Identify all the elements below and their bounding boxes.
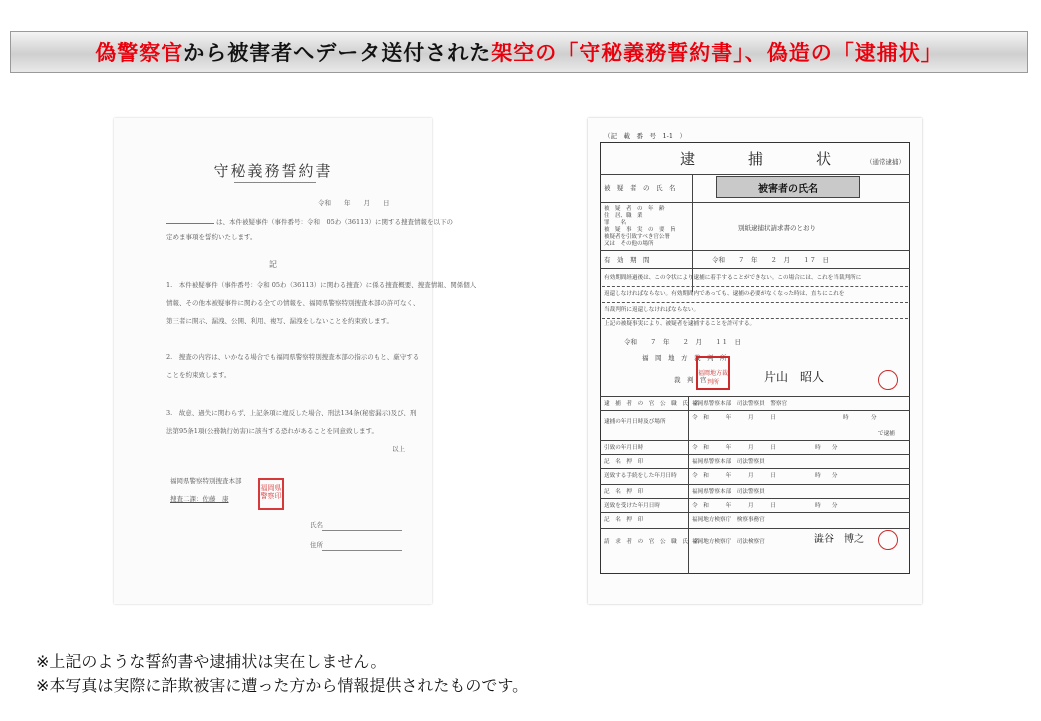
- warrant-line: [600, 484, 910, 485]
- warrant-arrester-label: 逮 捕 者 の 官 公 職 氏 名: [604, 401, 700, 407]
- warrant-dashed-line: [602, 302, 908, 303]
- pledge-ki: 記: [269, 260, 277, 269]
- title-segment-fake-documents: 架空の「守秘義務誓約書」、偽造の「逮捕状」: [491, 41, 943, 65]
- pledge-org: 福岡県警察特別捜査本部: [170, 477, 242, 485]
- warrant-validity-value: 令和 ７ 年 ２ 月 １７ 日: [712, 256, 829, 264]
- warrant-line: [600, 396, 910, 397]
- pledge-address-line: [322, 550, 402, 551]
- warrant-row-age-label: [604, 206, 676, 248]
- warrant-arrester-value: 福岡県警察本部 司法警察員 警察官: [692, 401, 788, 407]
- warrant-custody-value: 令 和 年 月 日 時 分: [692, 473, 838, 479]
- pledge-title-underline: [234, 182, 316, 183]
- warrant-validity-label: 有 効 期 間: [604, 256, 650, 264]
- warrant-sign1-value: 福岡県警察本部 司法警察員: [692, 459, 765, 465]
- warrant-line: [600, 268, 910, 269]
- title-segment-sent-to-victim: から被害者へデータ送付された: [183, 41, 492, 65]
- warrant-row-age-e: 被疑者を引致すべき官公署: [604, 234, 670, 240]
- pledge-item2-line2: ことを約束致します。: [166, 371, 231, 379]
- warrant-requester-value: 福岡地方検察庁 司法検察官: [692, 539, 765, 545]
- warrant-sign1-label: 記 名 押 印: [604, 459, 644, 465]
- warrant-line: [600, 454, 910, 455]
- warrant-dashed-line: [602, 286, 908, 287]
- pledge-ijou: 以上: [392, 445, 405, 453]
- warrant-line: [600, 512, 910, 513]
- notes: [36, 650, 528, 698]
- pledge-item1-line3: 第三者に開示、漏洩、公開、利用、複写、漏洩をしないことを約束致します。: [166, 317, 393, 325]
- pledge-date: 令和 年 月 日: [318, 199, 390, 207]
- warrant-requester-label: 請 求 者 の 官 公 職 氏 名: [604, 539, 700, 545]
- warrant-receipt-label: 送致を受けた年月日時: [604, 503, 660, 509]
- warrant-court: 福 岡 地 方 裁 判 所: [642, 354, 727, 362]
- warrant-line: [600, 468, 910, 469]
- warrant-statement: 上記の被疑事実により、被疑者を逮捕することを許可する。: [604, 321, 756, 327]
- note-line-1: ※上記のような誓約書や逮捕状は実在しません。: [36, 652, 387, 671]
- note-line-2: ※本写真は実際に詐欺被害に遭った方から情報提供されたものです。: [36, 676, 529, 695]
- pledge-name-line: [322, 530, 402, 531]
- warrant-sign2-label: 記 名 押 印: [604, 489, 644, 495]
- warrant-notice-1: 有効期間経過後は、この令状により逮捕に着手することができない。この場合には、これを当裁判所に: [604, 275, 862, 281]
- pledge-name-blank: [166, 223, 214, 224]
- warrant-sign2-value: 福岡県警察本部 司法警察員: [692, 489, 765, 495]
- warrant-line: [600, 410, 910, 411]
- warrant-judge-name: 片山 昭人: [764, 370, 825, 384]
- requester-circle-seal: [878, 530, 898, 550]
- warrant-line: [600, 498, 910, 499]
- warrant-line: [600, 174, 910, 175]
- warrant-document-image: [588, 118, 922, 604]
- warrant-requester-name: 澁谷 博之: [814, 534, 864, 545]
- page-title-bar: [10, 31, 1028, 73]
- warrant-dashed-line: [602, 318, 908, 319]
- warrant-custody-label: 送致する手続をした年月日時: [604, 473, 677, 479]
- warrant-sign3-label: 記 名 押 印: [604, 517, 644, 523]
- warrant-title-note: （通常逮捕）: [866, 158, 905, 166]
- warrant-notice-3: 当裁判所に返還しなければならない。: [604, 307, 700, 313]
- pledge-item3-line2: 法第95条1項(公務執行妨害)に該当する恐れがあることを同意致します。: [166, 427, 378, 435]
- pledge-red-seal: [258, 478, 284, 510]
- title-segment-fake-police: 偽警察官: [95, 41, 184, 65]
- pledge-address-label: 住所: [310, 541, 323, 549]
- warrant-line: [688, 396, 689, 574]
- warrant-row-age-a: 被 疑 者 の 年 齢: [604, 206, 665, 212]
- warrant-arrest-datetime-label: 逮捕の年月日時及び場所: [604, 419, 666, 425]
- judge-circle-seal: [878, 370, 898, 390]
- pledge-seal-text: 福岡県警察印: [260, 484, 282, 500]
- warrant-arrest-datetime-value: 令 和 年 月 日 時 分: [692, 415, 877, 421]
- pledge-name-label: 氏名: [310, 521, 323, 529]
- pledge-document-image: [114, 118, 477, 604]
- warrant-title: 逮 捕 状: [680, 150, 834, 168]
- pledge-item1-line2: 情報、その他本被疑事件に関わる全ての情報を、福岡県警察特別捜査本部の許可なく、: [166, 299, 420, 307]
- warrant-line: [600, 202, 910, 203]
- court-seal-text: 福岡地方裁判所: [698, 370, 729, 386]
- warrant-row-age-c: 罪 名: [604, 220, 627, 226]
- warrant-caption: （記 載 番 号 1-1 ）: [604, 132, 686, 140]
- pledge-intro-line1: [166, 217, 453, 227]
- warrant-row-suspect-label: 被 疑 者 の 氏 名: [604, 184, 676, 192]
- pledge-intro-line2: 定めま事項を誓約いたします。: [166, 233, 257, 241]
- warrant-row-age-b: 住 居、職 業: [604, 213, 643, 219]
- pledge-item2-line1: 2. 捜査の内容は、いかなる場合でも福岡県警察特別捜査本部の指示のもと、厳守する: [166, 353, 420, 361]
- pledge-officer: 捜査二課：佐藤 康: [170, 495, 229, 503]
- warrant-line: [600, 528, 910, 529]
- victim-name-text: 被害者の氏名: [758, 183, 818, 195]
- warrant-transfer-value: 令 和 年 月 日 時 分: [692, 445, 838, 451]
- warrant-row-age-d: 被 疑 事 実 の 要 旨: [604, 227, 676, 233]
- warrant-line: [600, 250, 910, 251]
- warrant-receipt-value: 令 和 年 月 日 時 分: [692, 503, 838, 509]
- pledge-item3-line1: 3. 故意、過失に関わらず、上記条項に違反した場合、刑法134条(秘密漏示)及び、刑: [166, 409, 417, 417]
- warrant-notice-2: 返還しなければならない。有効期間内であっても、逮捕の必要がなくなった時は、直ちにこれを: [604, 291, 845, 297]
- warrant-transfer-label: 引致の年月日時: [604, 445, 644, 451]
- pledge-item1-line1: 1. 本件被疑事件（事件番号：令和 05わ（36113）に関わる捜査）に係る捜査概要、捜査情報、関係個人: [166, 281, 477, 289]
- warrant-row-age-value: 別紙逮捕状請求書のとおり: [738, 224, 816, 232]
- pledge-intro-text: は、本件被疑事件（事件番号：令和 05わ（36113）に関する捜査情報を以下の: [216, 218, 453, 226]
- court-red-seal: [696, 356, 730, 390]
- warrant-line: [600, 440, 910, 441]
- warrant-sign3-value: 福岡地方検察庁 検察事務官: [692, 517, 765, 523]
- pledge-title: 守秘義務誓約書: [213, 162, 333, 180]
- victim-name-box: [716, 176, 860, 198]
- warrant-issue-date: 令和 ７ 年 ２ 月 １１ 日: [624, 338, 741, 346]
- warrant-judge-title: 裁 判 官: [674, 376, 707, 384]
- warrant-row-age-f: 又は その他の場所: [604, 241, 654, 247]
- warrant-arrest-note: で逮捕: [878, 431, 895, 437]
